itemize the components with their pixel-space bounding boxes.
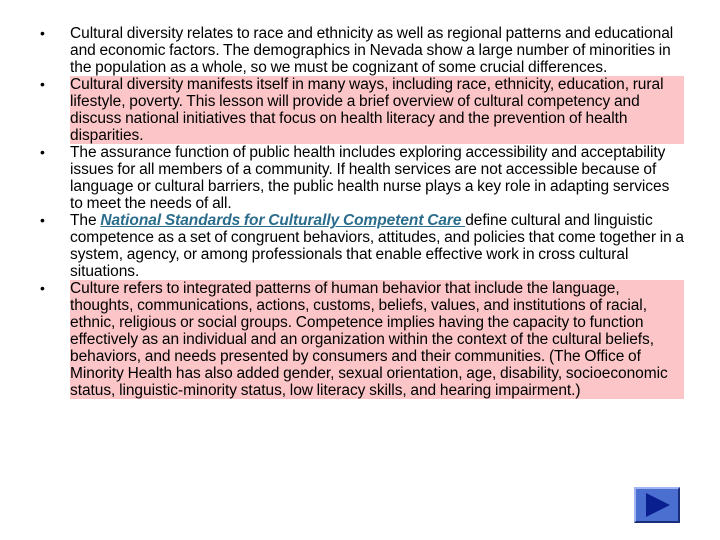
bullet-text: The assurance function of public health includes exploring accessibility and acceptability issues for all members of a community. If health services are not accessible because of language or cultural barriers, the public health nurse plays a key role in adapting services to meet the needs of all. (70, 144, 670, 212)
bullet-text: Cultural diversity manifests itself in many ways, including race, ethnicity, education, rural lifestyle, poverty. This lesson will provide a brief overview of cultural competency and discuss national initiatives that focus on health literacy and the prevention of health disparities. (70, 76, 684, 144)
bullet-text (70, 212, 684, 280)
bullet-marker: • (40, 25, 45, 41)
list-item (0, 212, 684, 280)
bullet-marker: • (40, 76, 45, 92)
bullet-text-prefix: The (70, 212, 101, 229)
list-item (0, 144, 684, 212)
bullet-marker: • (40, 280, 45, 296)
bullet-marker: • (40, 144, 45, 160)
bullet-text-suffix: define cultural and linguistic competence as a set of congruent behaviors, attitudes, and policies that come together in a system, agency, or among professionals that enable effective work in cross cultural situations. (70, 212, 684, 280)
play-triangle-icon (636, 489, 678, 521)
national-standards-link[interactable]: National Standards for Culturally Competent Care (100, 212, 466, 229)
list-item (0, 76, 684, 144)
bullet-list (0, 25, 720, 399)
bullet-text: Cultural diversity relates to race and ethnicity as well as regional patterns and educational and economic factors. The demographics in Nevada show a large number of minorities in the population as a whole, so we must be cognizant of some crucial differences. (70, 25, 674, 76)
next-slide-button[interactable] (634, 487, 680, 523)
bullet-marker: • (40, 212, 45, 228)
list-item (0, 25, 684, 76)
bullet-text: Culture refers to integrated patterns of human behavior that include the language, thoughts, communications, actions, customs, beliefs, values, and institutions of racial, ethnic, religious or social groups. Competence implies having the capacity to function effectively as an individual and an organization within the context of the cultural beliefs, behaviors, and needs presented by consumers and their communities. (The Office of Minority Health has also added gender, sexual orientation, age, disability, socioeconomic status, linguistic-minority status, low literacy skills, and hearing impairment.) (70, 280, 684, 399)
list-item (0, 280, 684, 399)
